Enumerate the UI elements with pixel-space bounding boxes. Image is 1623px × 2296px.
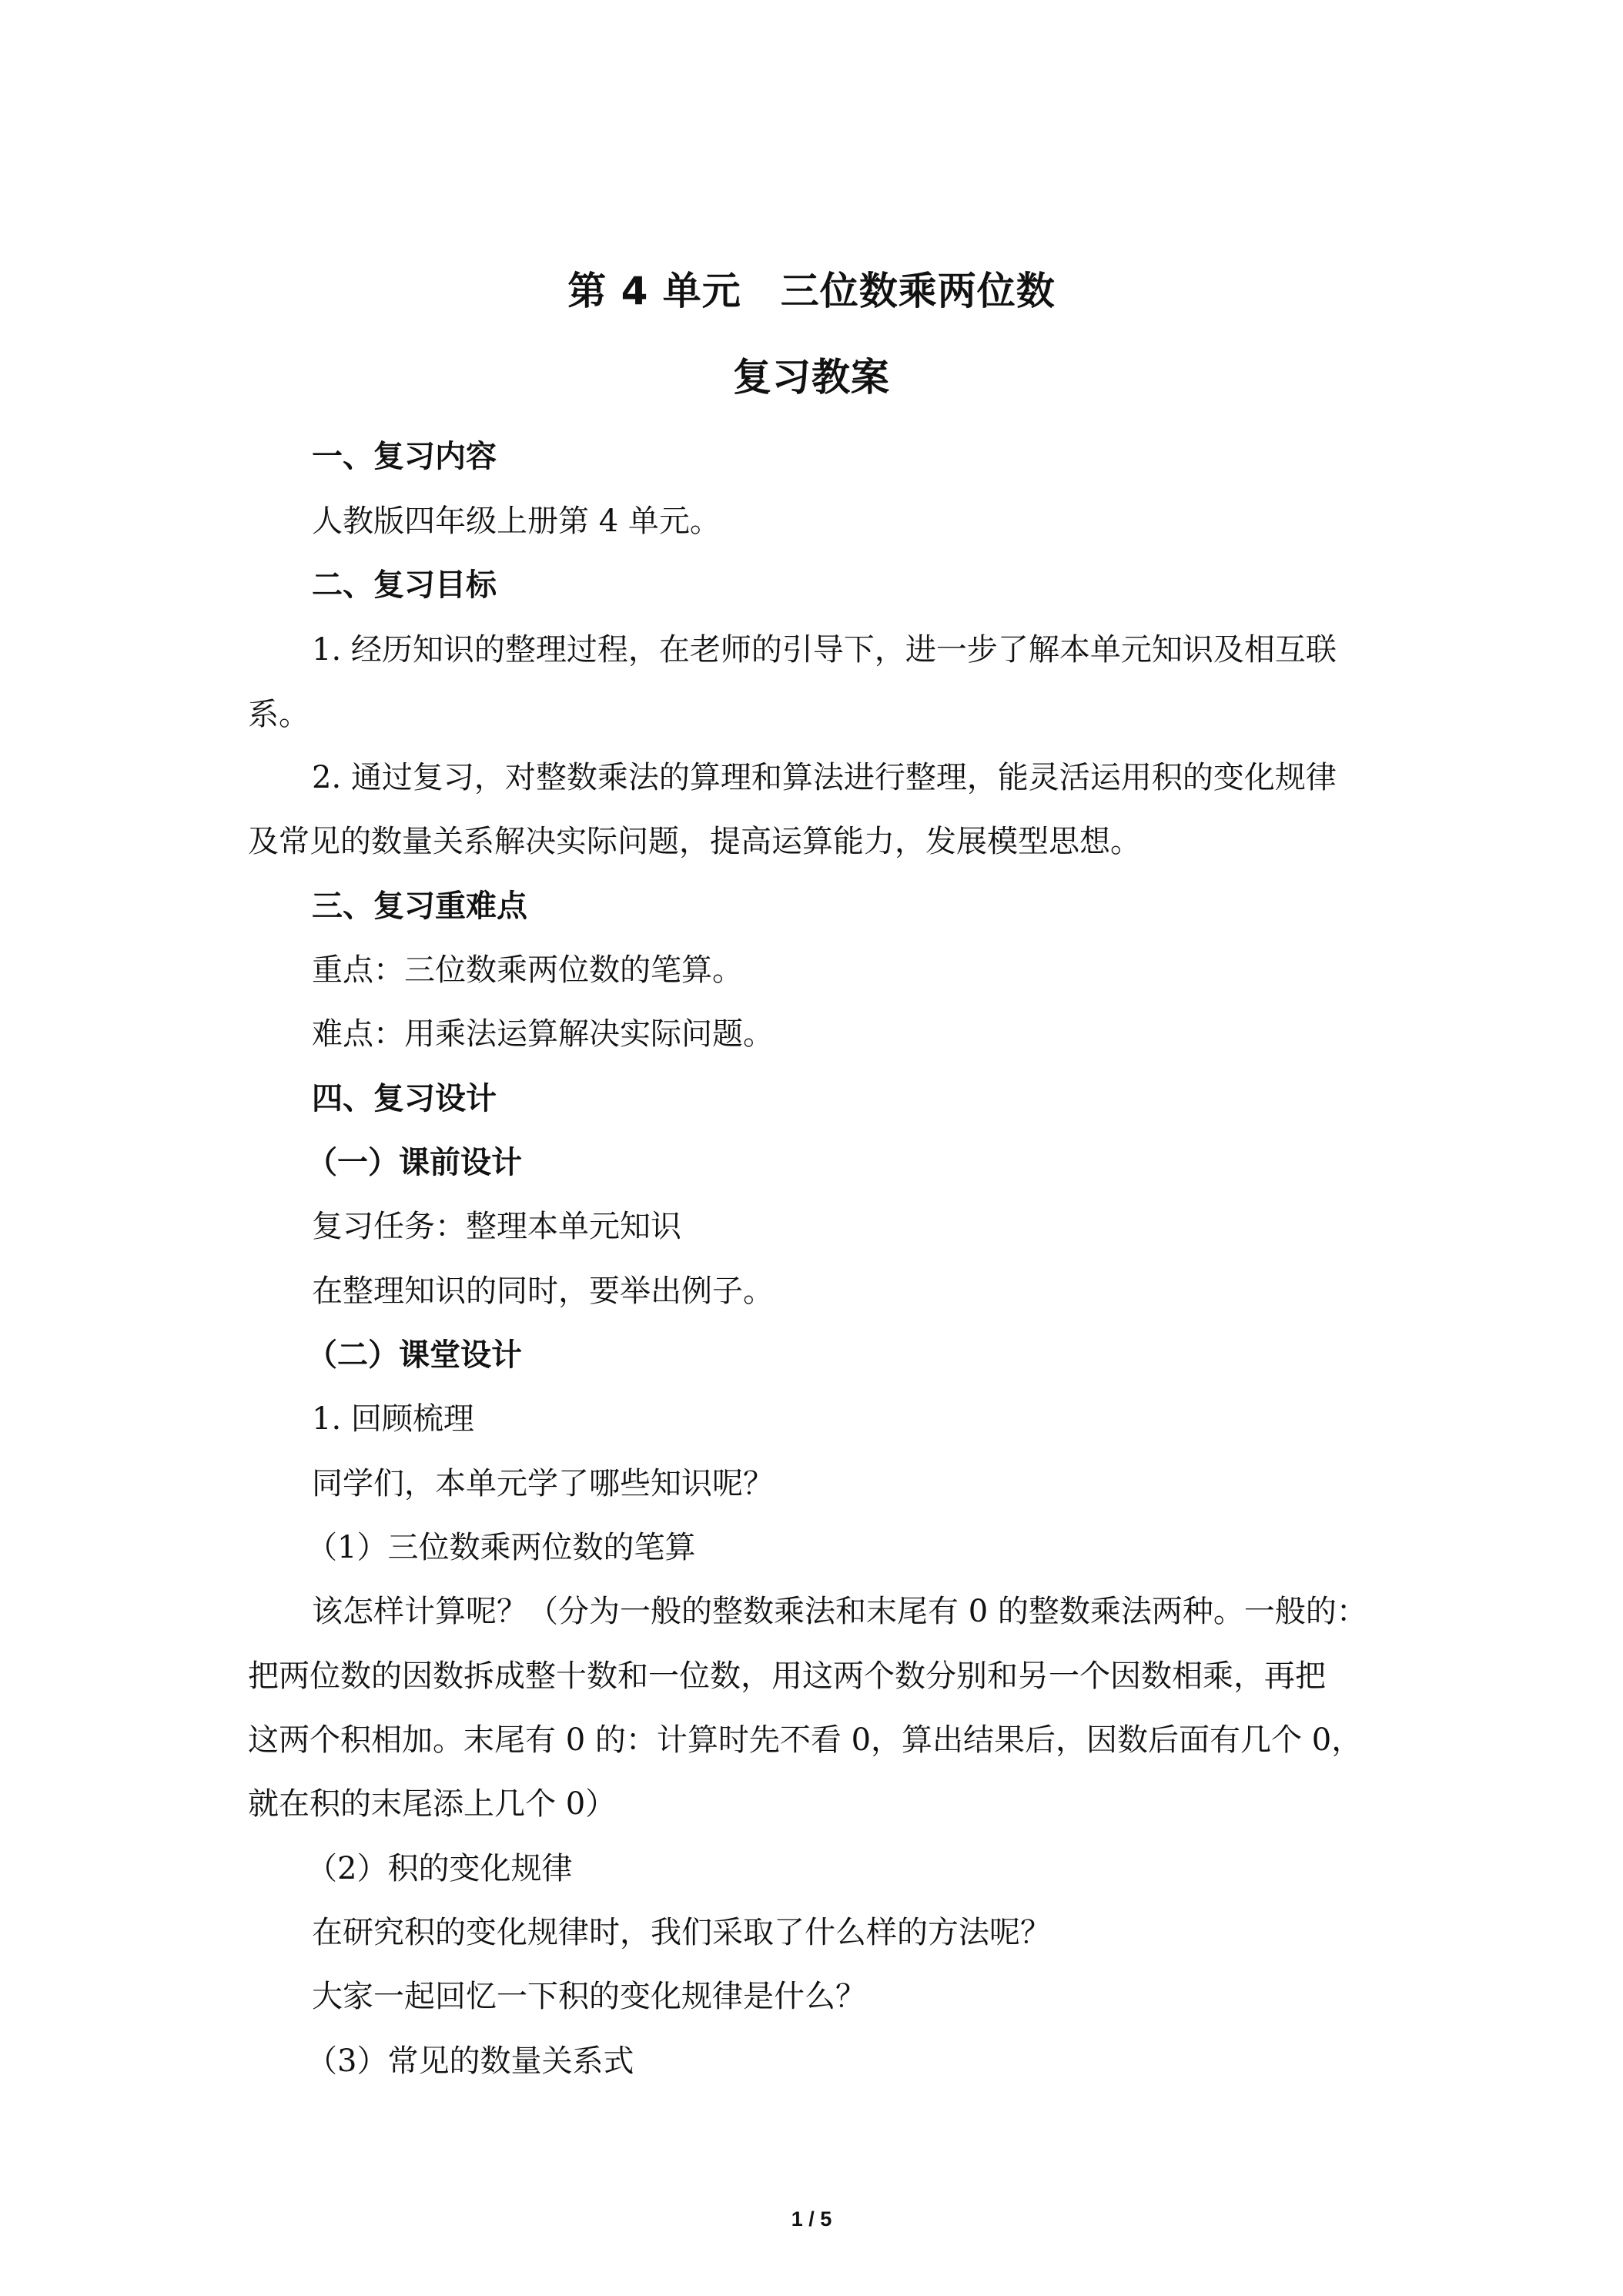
paragraph-task-note: 在整理知识的同时，要举出例子。 bbox=[312, 1274, 774, 1309]
section-heading-review-goals: 二、复习目标 bbox=[312, 567, 497, 603]
goal-1-line-2: 系。 bbox=[248, 697, 310, 732]
paragraph-review-content: 人教版四年级上册第 4 单元。 bbox=[312, 504, 721, 539]
goal-1-line-1: 1. 经历知识的整理过程，在老师的引导下，进一步了解本单元知识及相互联 bbox=[312, 632, 1337, 668]
paragraph-difficult-point: 难点：用乘法运算解决实际问题。 bbox=[312, 1016, 774, 1052]
section-heading-review-design: 四、复习设计 bbox=[312, 1081, 497, 1116]
item-2-title: （2）积的变化规律 bbox=[306, 1851, 573, 1886]
goal-2-line-1: 2. 通过复习，对整数乘法的算理和算法进行整理，能灵活运用积的变化规律 bbox=[312, 760, 1337, 795]
item-1-title: （1）三位数乘两位数的笔算 bbox=[306, 1530, 696, 1565]
step-review: 1. 回顾梳理 bbox=[312, 1401, 474, 1437]
section-heading-review-content: 一、复习内容 bbox=[312, 439, 497, 474]
goal-2-line-2: 及常见的数量关系解决实际问题，提高运算能力，发展模型思想。 bbox=[248, 824, 1141, 859]
item-1-line-2: 把两位数的因数拆成整十数和一位数，用这两个数分别和另一个因数相乘，再把 bbox=[248, 1658, 1326, 1694]
document-title: 第 4 单元 三位数乘两位数 bbox=[567, 269, 1056, 313]
paragraph-question: 同学们，本单元学了哪些知识呢？ bbox=[312, 1466, 774, 1501]
item-3-title: （3）常见的数量关系式 bbox=[306, 2043, 634, 2079]
item-2-question-1: 在研究积的变化规律时，我们采取了什么样的方法呢？ bbox=[312, 1915, 1051, 1950]
document-subtitle: 复习教案 bbox=[733, 355, 890, 400]
item-1-line-3: 这两个积相加。末尾有 0 的：计算时先不看 0，算出结果后，因数后面有几个 0， bbox=[248, 1722, 1363, 1758]
item-2-question-2: 大家一起回忆一下积的变化规律是什么？ bbox=[312, 1979, 866, 2014]
section-heading-key-points: 三、复习重难点 bbox=[312, 889, 527, 924]
item-1-line-1: 该怎样计算呢？（分为一般的整数乘法和末尾有 0 的整数乘法两种。一般的： bbox=[312, 1594, 1367, 1629]
paragraph-review-task: 复习任务：整理本单元知识 bbox=[312, 1209, 681, 1244]
subheading-pre-class: （一）课前设计 bbox=[306, 1145, 522, 1180]
paragraph-key-point: 重点：三位数乘两位数的笔算。 bbox=[312, 952, 743, 988]
subheading-in-class: （二）课堂设计 bbox=[306, 1337, 522, 1373]
page-number: 1 / 5 bbox=[791, 2207, 832, 2231]
item-1-line-4: 就在积的末尾添上几个 0） bbox=[248, 1786, 617, 1822]
